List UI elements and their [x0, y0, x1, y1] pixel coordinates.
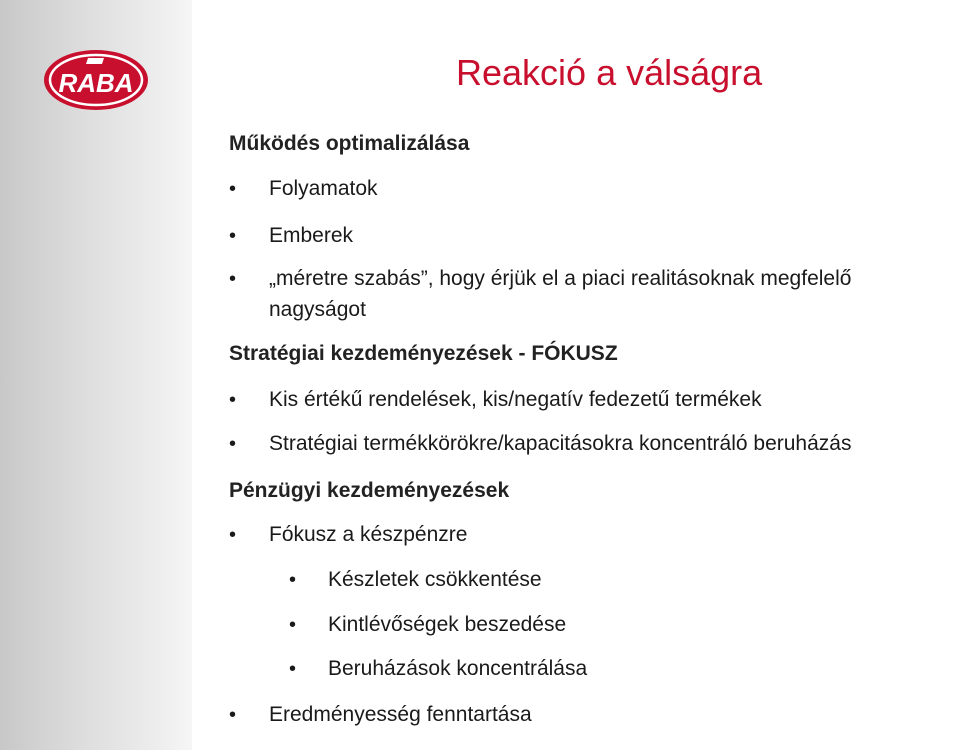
list-item: Fókusz a készpénzre: [269, 523, 468, 546]
sidebar-panel: [0, 0, 192, 750]
bullet-marker: •: [229, 704, 237, 726]
bullet-marker: •: [229, 225, 237, 247]
section-heading-strategic: Stratégiai kezdeményezések - FÓKUSZ: [229, 342, 618, 365]
sub-list-item: Kintlévőségek beszedése: [328, 613, 567, 636]
slide-title: Reakció a válságra: [456, 52, 763, 93]
bullet-marker: •: [289, 614, 297, 636]
list-item: Kis értékű rendelések, kis/negatív fedezetű termékek: [269, 388, 762, 411]
logo-text: RABA: [58, 68, 134, 98]
bullet-marker: •: [229, 268, 237, 290]
bullet-marker: •: [229, 433, 237, 455]
sub-list-item: Készletek csökkentése: [328, 568, 542, 591]
list-item: Folyamatok: [269, 177, 378, 200]
slide-content: [229, 0, 960, 750]
list-item: „méretre szabás”, hogy érjük el a piaci realitásoknak megfelelő: [269, 267, 852, 290]
raba-logo: [42, 48, 150, 112]
sub-list-item: Beruházások koncentrálása: [328, 657, 588, 680]
list-item: Stratégiai termékkörökre/kapacitásokra koncentráló beruházás: [269, 432, 852, 455]
section-heading-financial: Pénzügyi kezdeményezések: [229, 479, 510, 502]
list-item-continuation: nagyságot: [269, 298, 366, 321]
bullet-marker: •: [289, 569, 297, 591]
bullet-marker: •: [229, 389, 237, 411]
bullet-marker: •: [289, 658, 297, 680]
bullet-marker: •: [229, 524, 237, 546]
list-item: Emberek: [269, 224, 354, 247]
bullet-marker: •: [229, 178, 237, 200]
list-item: Eredményesség fenntartása: [269, 703, 532, 726]
section-heading-operations: Működés optimalizálása: [229, 132, 470, 155]
